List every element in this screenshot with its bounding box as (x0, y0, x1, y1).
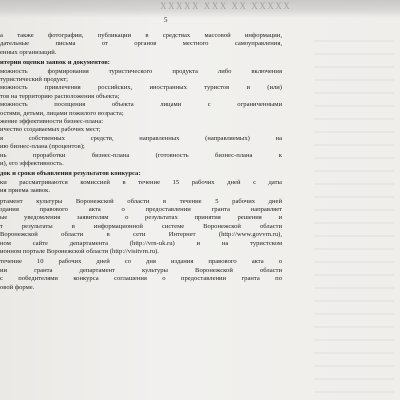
text-line: т результаты в информационной системе Воронежской области (0, 222, 282, 230)
text-line: можность привлечения российских, иностранных туристов и (или) (0, 84, 282, 92)
text-line: нь проработки бизнес-плана (готовность бизнес-плана к (0, 151, 282, 159)
text-line: енных организаций. (0, 48, 57, 56)
text-line: я собственных средств, направленных (направляемых) на (0, 134, 282, 142)
text-line: ичество создаваемых рабочих мест; (0, 126, 101, 134)
text-line: можность формирования туристического продукта либо включения (0, 67, 282, 75)
text-line: док и сроки объявления результатов конкурса: (0, 170, 141, 178)
text-line: итерии оценки заявок и документов: (0, 59, 110, 67)
text-line: овой форме. (0, 283, 35, 291)
text-line: жение эффективности бизнес-плана: (0, 117, 104, 125)
text-line: ионном портале Воронежской области (http://visitvrn.ru). (0, 247, 159, 255)
text-line: ии гранта департамент культуры Воронежской области (0, 266, 282, 274)
document-body (0, 32, 282, 292)
page-number: 5 (164, 16, 168, 24)
text-line: ном сайте департамента (http://vrn-uk.ru) и на туристском (0, 239, 282, 247)
text-line: тов на территорию расположения объекта; (0, 92, 120, 100)
bleed-through-ghost-lines (314, 40, 394, 400)
text-line: ые уведомления заявителям о результатах принятия решения и (0, 214, 282, 222)
text-line: а также фотографии, публикации в средствах массовой информации, (0, 32, 282, 39)
text-line: ия приема заявок. (0, 187, 50, 195)
text-line: Воронежской области в сети Интернет (http://www.govvrn.ru), (0, 231, 282, 239)
text-line: с победителями конкурса соглашения о предоставлении гранта по (0, 275, 282, 283)
text-line: ки рассматриваются комиссией в течение 15 рабочих дней с даты (0, 178, 282, 186)
text-line: ию бизнес-плана (процентов); (0, 143, 85, 151)
text-line: дательные письма от органов местного самоуправления, (0, 40, 282, 48)
text-line: течение 10 рабочих дней со дня издания правового акта о (0, 258, 282, 266)
bleed-through-text: XXXXX XXX XX XXXXX (160, 1, 292, 11)
text-line: ртамент культуры Воронежской области в течение 5 рабочих дней (0, 197, 282, 205)
text-line: здания правового акта о предоставлении гранта направляет (0, 205, 282, 213)
text-line: и), его эффективность. (0, 159, 64, 167)
text-line: можность посещения объекта лицами с ограниченными (0, 101, 282, 109)
text-line: остями, детьми, лицами пожилого возраста; (0, 109, 124, 117)
text-line: туристический продукт; (0, 75, 68, 83)
